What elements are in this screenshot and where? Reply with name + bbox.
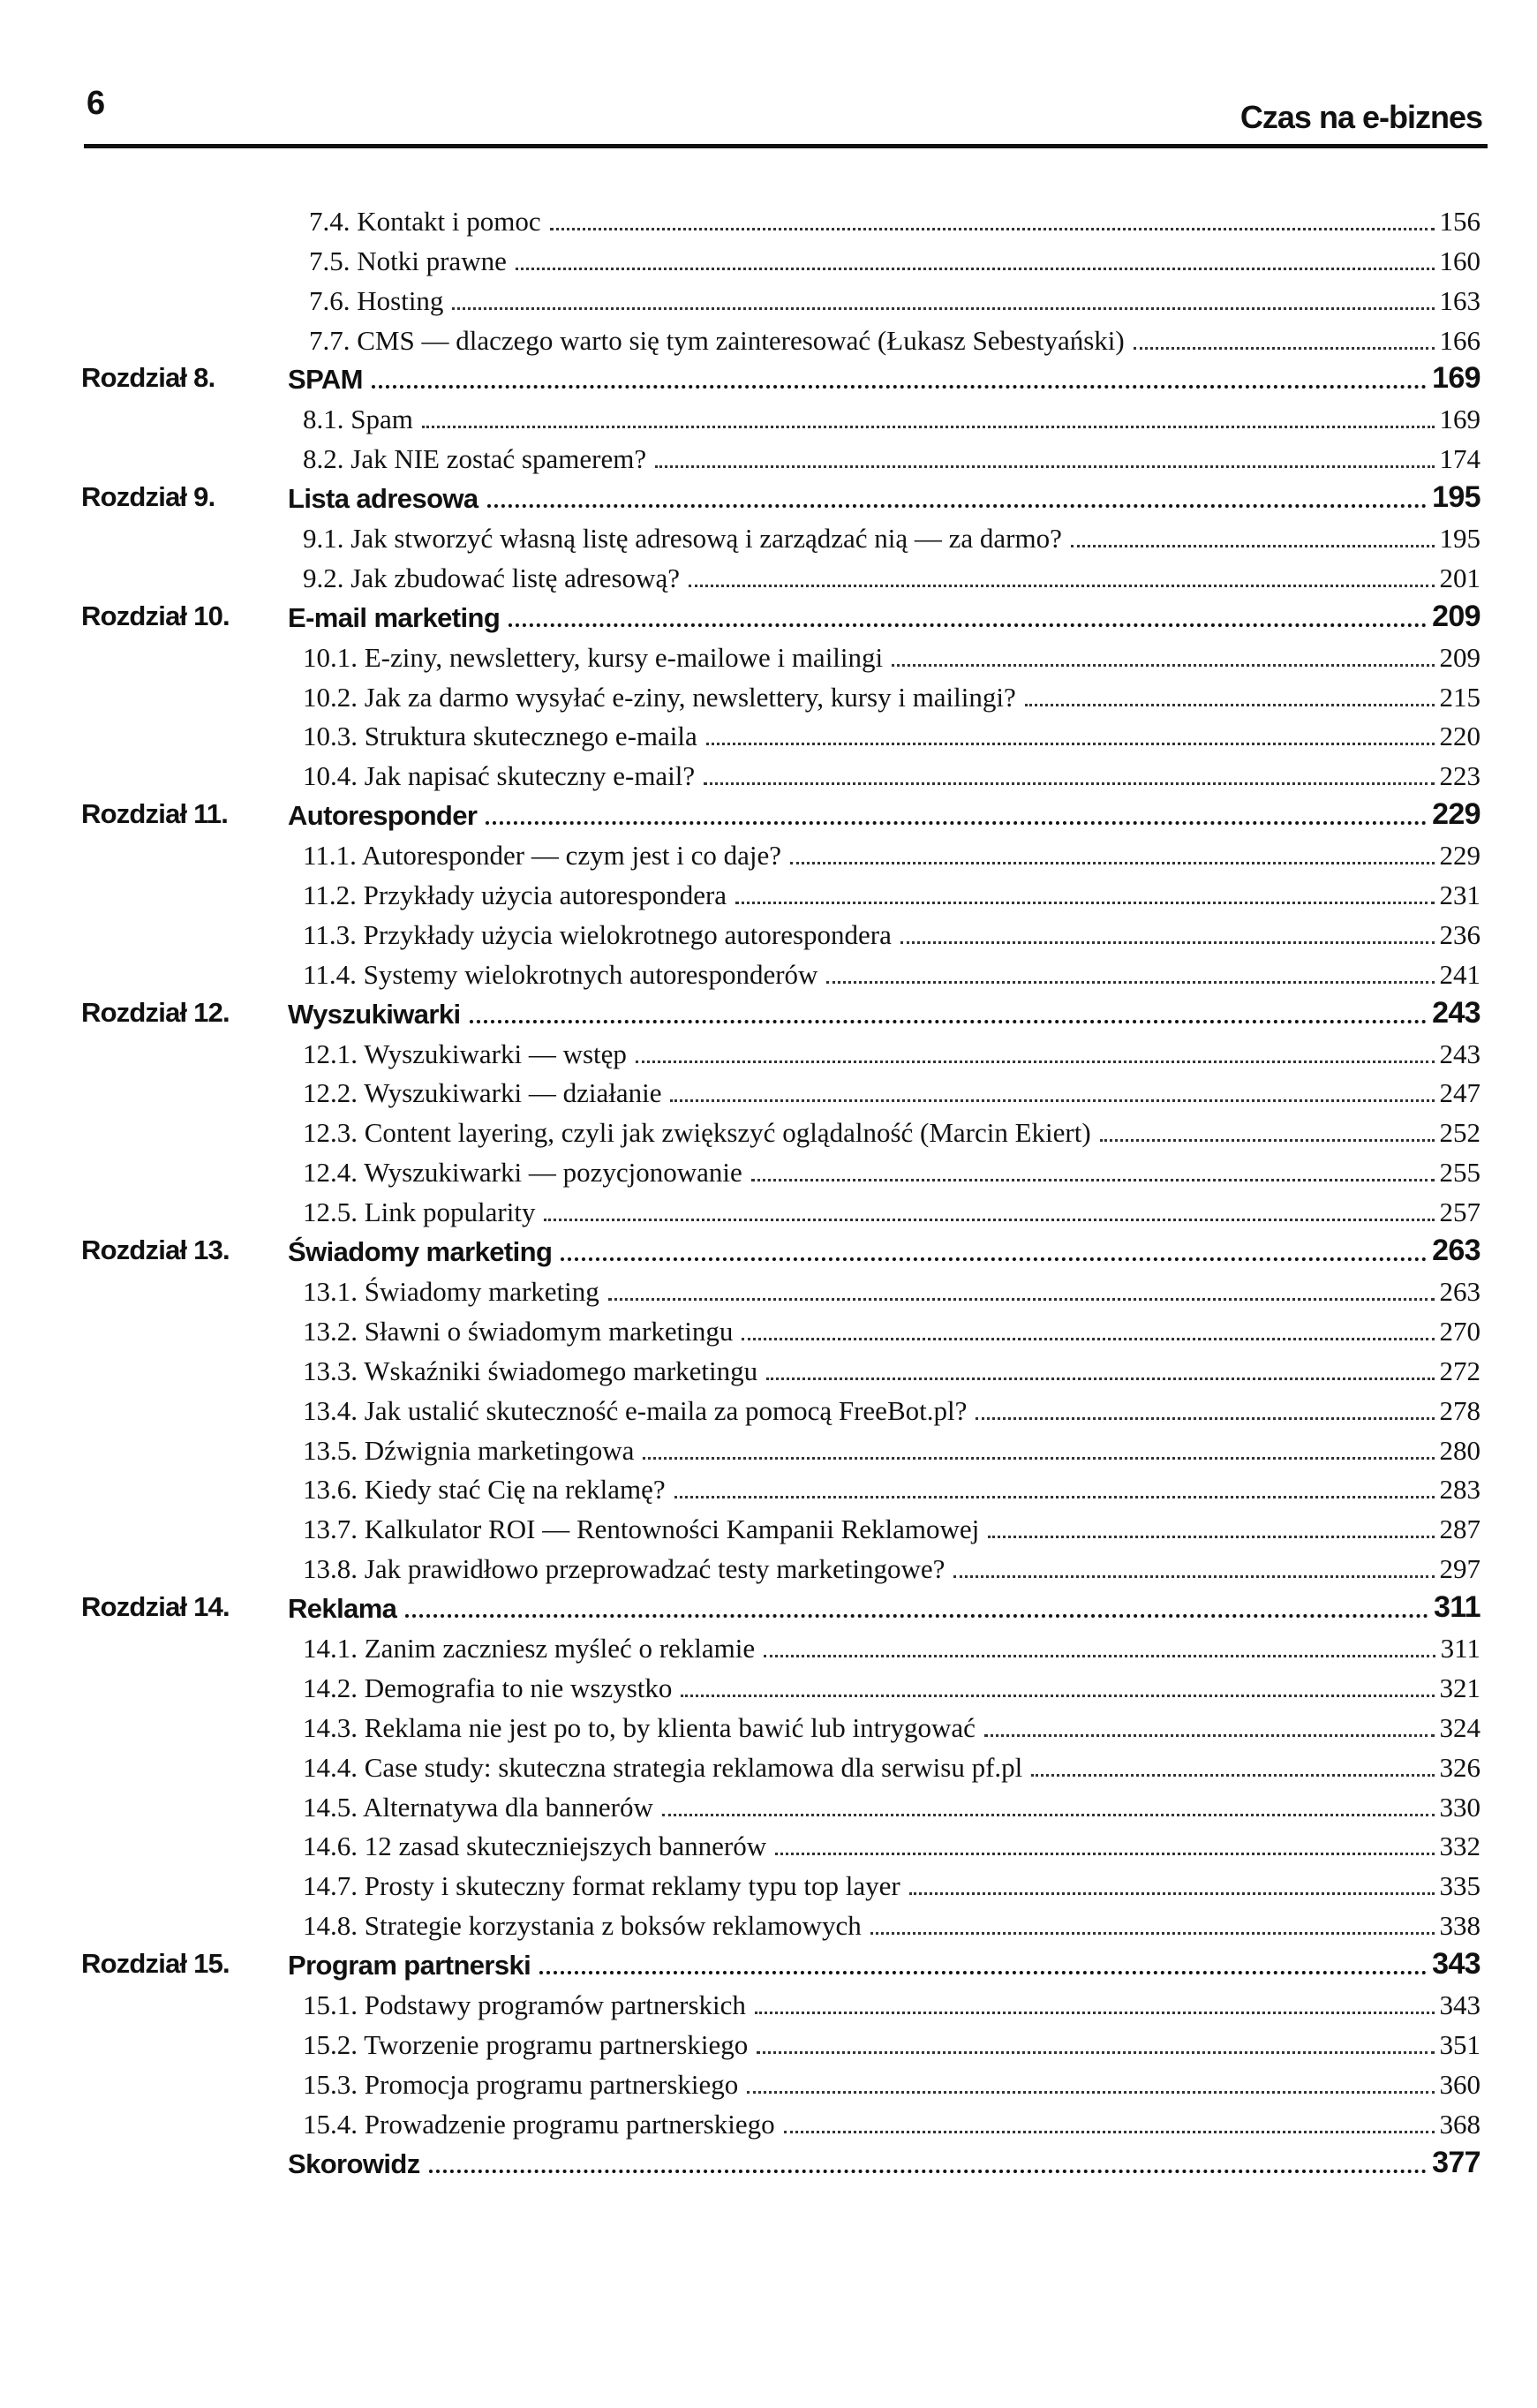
chapter-label: Rozdział 9. xyxy=(81,481,215,513)
leader-dots xyxy=(674,1496,1435,1498)
entry-title: 15.3. Promocja programu partnerskiego xyxy=(303,2068,739,2100)
toc-chapter-row xyxy=(0,994,1537,1034)
toc-section-row xyxy=(0,1152,1537,1192)
entry-title: Świadomy marketing xyxy=(288,1236,553,1268)
entry-title: 13.7. Kalkulator ROI — Rentowności Kampanii Reklamowej xyxy=(303,1513,980,1545)
toc-entry xyxy=(309,285,1480,317)
toc-entry xyxy=(303,1870,1480,1902)
entry-title: Wyszukiwarki xyxy=(288,998,461,1030)
toc-entry xyxy=(303,959,1480,991)
entry-title: E-mail marketing xyxy=(288,601,501,633)
entry-page-number: 270 xyxy=(1439,1315,1480,1347)
toc-section-row xyxy=(0,399,1537,439)
leader-dots xyxy=(784,2131,1435,2133)
entry-title: Autoresponder xyxy=(288,800,478,832)
toc-entry xyxy=(303,523,1480,555)
header-rule xyxy=(84,144,1488,148)
leader-dots xyxy=(681,1695,1434,1697)
toc-section-row xyxy=(0,1351,1537,1391)
entry-page-number: 360 xyxy=(1439,2068,1480,2100)
running-header-title: Czas na e-biznes xyxy=(1239,99,1482,135)
toc-section-row xyxy=(0,1708,1537,1747)
toc-section-row xyxy=(0,518,1537,558)
leader-dots xyxy=(870,1932,1435,1935)
entry-page-number: 335 xyxy=(1439,1870,1480,1902)
toc-entry xyxy=(303,721,1480,752)
leader-dots xyxy=(550,228,1435,230)
entry-title: 13.4. Jak ustalić skuteczność e-maila za pomocą FreeBot.pl? xyxy=(303,1394,968,1426)
toc-section-row xyxy=(0,1827,1537,1867)
entry-title: 7.7. CMS — dlaczego warto się tym zainteresować (Łukasz Sebestyański) xyxy=(309,324,1125,356)
entry-page-number: 272 xyxy=(1439,1355,1480,1386)
toc-chapter-row xyxy=(0,598,1537,638)
entry-title: 12.3. Content layering, czyli jak zwiększyć oglądalność (Marcin Ekiert) xyxy=(303,1117,1091,1149)
toc-entry xyxy=(288,996,1480,1030)
toc-entry xyxy=(309,245,1480,277)
entry-page-number: 229 xyxy=(1439,840,1480,872)
entry-title: Skorowidz xyxy=(288,2148,420,2179)
toc-section-row xyxy=(0,1866,1537,1906)
page-number: 6 xyxy=(87,85,106,122)
toc-section-row xyxy=(0,558,1537,598)
leader-dots xyxy=(826,981,1434,984)
leader-dots xyxy=(988,1536,1434,1538)
toc-section-row xyxy=(0,201,1537,241)
leader-dots xyxy=(452,307,1434,310)
leader-dots xyxy=(405,1614,1428,1618)
entry-title: 14.5. Alternatywa dla bannerów xyxy=(303,1791,653,1823)
toc-section-row xyxy=(0,1985,1537,2025)
entry-title: 12.2. Wyszukiwarki — działanie xyxy=(303,1077,662,1109)
toc-entry xyxy=(309,325,1480,357)
leader-dots xyxy=(662,1814,1435,1816)
entry-page-number: 332 xyxy=(1439,1831,1480,1862)
toc-chapter-row xyxy=(0,360,1537,400)
entry-title: 14.8. Strategie korzystania z boksów reklamowych xyxy=(303,1910,862,1942)
toc-section-row xyxy=(0,2065,1537,2104)
entry-page-number: 209 xyxy=(1439,641,1480,673)
entry-page-number: 324 xyxy=(1439,1711,1480,1743)
toc-entry xyxy=(288,1590,1480,1625)
toc-entry xyxy=(303,642,1480,674)
leader-dots xyxy=(900,941,1435,944)
toc-entry xyxy=(303,840,1480,872)
leader-dots xyxy=(984,1734,1435,1737)
toc-section-row xyxy=(0,1549,1537,1589)
leader-dots xyxy=(422,426,1435,428)
leader-dots xyxy=(706,743,1435,745)
entry-title: 9.1. Jak stworzyć własną listę adresową i zarządzać nią — za darmo? xyxy=(303,523,1062,555)
toc-section-row xyxy=(0,1906,1537,1945)
entry-page-number: 287 xyxy=(1439,1513,1480,1545)
entry-page-number: 169 xyxy=(1432,361,1480,396)
leader-dots xyxy=(953,1575,1434,1578)
leader-dots xyxy=(539,1971,1427,1974)
table-of-contents xyxy=(0,201,1537,2184)
leader-dots xyxy=(1134,347,1435,350)
toc-entry xyxy=(288,2146,1480,2180)
entry-page-number: 243 xyxy=(1439,1038,1480,1069)
chapter-label: Rozdział 12. xyxy=(81,996,230,1028)
toc-section-row xyxy=(0,1074,1537,1113)
entry-page-number: 338 xyxy=(1439,1910,1480,1942)
entry-title: 14.3. Reklama nie jest po to, by klienta bawić lub intrygować xyxy=(303,1711,976,1743)
toc-entry xyxy=(288,797,1480,832)
entry-page-number: 283 xyxy=(1439,1474,1480,1506)
entry-title: 8.2. Jak NIE zostać spamerem? xyxy=(303,443,647,475)
entry-title: 7.5. Notki prawne xyxy=(309,245,507,276)
entry-title: 14.6. 12 zasad skuteczniejszych bannerów xyxy=(303,1831,767,1862)
entry-title: 10.4. Jak napisać skuteczny e-mail? xyxy=(303,760,696,792)
toc-entry xyxy=(303,1474,1480,1506)
toc-entry xyxy=(288,1234,1480,1268)
chapter-label: Rozdział 11. xyxy=(81,798,229,830)
entry-title: Lista adresowa xyxy=(288,483,478,515)
leader-dots xyxy=(670,1099,1434,1102)
toc-entry xyxy=(303,1792,1480,1823)
entry-page-number: 241 xyxy=(1439,958,1480,990)
entry-title: Program partnerski xyxy=(288,1950,531,1982)
toc-entry xyxy=(309,206,1480,238)
toc-section-row xyxy=(0,1628,1537,1668)
leader-dots xyxy=(544,1219,1434,1221)
entry-title: 10.1. E-ziny, newslettery, kursy e-mailowe i mailingi xyxy=(303,641,884,673)
entry-title: 12.1. Wyszukiwarki — wstęp xyxy=(303,1038,627,1069)
entry-page-number: 311 xyxy=(1433,1590,1480,1625)
entry-title: 13.2. Sławni o świadomym marketingu xyxy=(303,1315,734,1347)
leader-dots xyxy=(372,385,1427,389)
toc-chapter-row xyxy=(0,1232,1537,1272)
toc-entry xyxy=(303,443,1480,475)
entry-page-number: 195 xyxy=(1432,480,1480,515)
entry-title: 15.4. Prowadzenie programu partnerskiego xyxy=(303,2108,775,2140)
toc-entry xyxy=(303,1395,1480,1427)
entry-page-number: 330 xyxy=(1439,1791,1480,1823)
entry-page-number: 163 xyxy=(1439,284,1480,316)
chapter-label: Rozdział 13. xyxy=(81,1234,230,1266)
toc-entry xyxy=(303,404,1480,435)
toc-entry xyxy=(303,1157,1480,1189)
toc-entry xyxy=(303,562,1480,594)
entry-title: 13.8. Jak prawidłowo przeprowadzać testy marketingowe? xyxy=(303,1553,946,1585)
leader-dots xyxy=(487,504,1427,508)
toc-entry xyxy=(303,1752,1480,1784)
leader-dots xyxy=(689,585,1435,587)
toc-entry xyxy=(303,1316,1480,1347)
leader-dots xyxy=(429,2170,1427,2173)
toc-entry xyxy=(303,919,1480,951)
leader-dots xyxy=(742,1338,1434,1340)
leader-dots xyxy=(470,1020,1428,1023)
leader-dots xyxy=(764,1655,1435,1657)
leader-dots xyxy=(755,2012,1435,2014)
toc-entry xyxy=(303,1633,1480,1664)
entry-page-number: 247 xyxy=(1439,1077,1480,1109)
leader-dots xyxy=(751,1179,1435,1181)
entry-title: 14.2. Demografia to nie wszystko xyxy=(303,1672,673,1703)
toc-section-row xyxy=(0,1470,1537,1510)
toc-section-row xyxy=(0,241,1537,281)
entry-title: 14.7. Prosty i skuteczny format reklamy typu top layer xyxy=(303,1870,900,1902)
leader-dots xyxy=(909,1892,1435,1895)
entry-page-number: 209 xyxy=(1432,599,1480,633)
entry-page-number: 257 xyxy=(1439,1196,1480,1228)
toc-entry xyxy=(303,1077,1480,1109)
toc-entry xyxy=(303,879,1480,911)
leader-dots xyxy=(747,2091,1434,2094)
toc-section-row xyxy=(0,638,1537,677)
entry-page-number: 229 xyxy=(1432,797,1480,832)
toc-entry xyxy=(303,760,1480,792)
toc-section-row xyxy=(0,2025,1537,2065)
toc-entry xyxy=(303,2069,1480,2101)
toc-section-row xyxy=(0,875,1537,915)
toc-entry xyxy=(288,361,1480,396)
leader-dots xyxy=(775,1853,1434,1855)
entry-title: 7.4. Kontakt i pomoc xyxy=(309,205,541,237)
entry-page-number: 166 xyxy=(1439,324,1480,356)
toc-section-row xyxy=(0,439,1537,479)
toc-section-row xyxy=(0,1113,1537,1152)
leader-dots xyxy=(976,1417,1434,1420)
toc-entry xyxy=(303,1196,1480,1228)
toc-entry xyxy=(303,1910,1480,1942)
leader-dots xyxy=(516,268,1435,270)
entry-page-number: 311 xyxy=(1440,1632,1480,1664)
entry-page-number: 263 xyxy=(1439,1275,1480,1307)
toc-entry xyxy=(303,1435,1480,1467)
entry-title: SPAM xyxy=(288,364,363,396)
entry-title: 13.5. Dźwignia marketingowa xyxy=(303,1434,635,1466)
entry-page-number: 195 xyxy=(1439,523,1480,555)
chapter-label: Rozdział 14. xyxy=(81,1591,230,1623)
entry-page-number: 351 xyxy=(1439,2028,1480,2060)
toc-entry xyxy=(303,1276,1480,1308)
toc-entry xyxy=(303,2109,1480,2140)
entry-title: 10.2. Jak za darmo wysyłać e-ziny, newslettery, kursy i mailingi? xyxy=(303,681,1016,713)
entry-page-number: 343 xyxy=(1439,1989,1480,2020)
leader-dots xyxy=(486,821,1427,825)
leader-dots xyxy=(655,465,1434,468)
entry-title: 11.3. Przykłady użycia wielokrotnego autorespondera xyxy=(303,918,892,950)
entry-page-number: 236 xyxy=(1439,918,1480,950)
toc-section-row xyxy=(0,1509,1537,1549)
toc-entry xyxy=(303,1712,1480,1744)
entry-title: 12.4. Wyszukiwarki — pozycjonowanie xyxy=(303,1157,742,1189)
toc-section-row xyxy=(0,1668,1537,1708)
entry-title: 11.2. Przykłady użycia autorespondera xyxy=(303,879,727,911)
entry-page-number: 377 xyxy=(1432,2145,1480,2179)
entry-page-number: 368 xyxy=(1439,2108,1480,2140)
toc-chapter-row xyxy=(0,1589,1537,1628)
entry-page-number: 280 xyxy=(1439,1434,1480,1466)
toc-entry xyxy=(288,600,1480,634)
entry-page-number: 220 xyxy=(1439,721,1480,752)
entry-title: 9.2. Jak zbudować listę adresową? xyxy=(303,562,680,593)
leader-dots xyxy=(608,1298,1435,1301)
leader-dots xyxy=(561,1257,1427,1261)
toc-entry xyxy=(303,1989,1480,2021)
toc-entry xyxy=(303,682,1480,713)
entry-page-number: 343 xyxy=(1432,1947,1480,1982)
leader-dots xyxy=(735,902,1434,904)
entry-title: 13.3. Wskaźniki świadomego marketingu xyxy=(303,1355,758,1386)
entry-page-number: 321 xyxy=(1439,1672,1480,1703)
entry-title: 10.3. Struktura skutecznego e-maila xyxy=(303,721,697,752)
entry-page-number: 169 xyxy=(1439,404,1480,435)
toc-entry xyxy=(288,480,1480,515)
entry-title: 15.1. Podstawy programów partnerskich xyxy=(303,1989,746,2020)
entry-title: Reklama xyxy=(288,1593,397,1625)
entry-page-number: 278 xyxy=(1439,1394,1480,1426)
entry-title: 13.1. Świadomy marketing xyxy=(303,1275,599,1307)
entry-title: 13.6. Kiedy stać Cię na reklamę? xyxy=(303,1474,666,1506)
toc-section-row xyxy=(0,677,1537,717)
entry-title: 8.1. Spam xyxy=(303,404,413,435)
entry-title: 14.4. Case study: skuteczna strategia reklamowa dla serwisu pf.pl xyxy=(303,1751,1023,1783)
entry-page-number: 243 xyxy=(1432,995,1480,1030)
toc-chapter-row xyxy=(0,479,1537,518)
toc-section-row xyxy=(0,1787,1537,1827)
entry-title: 15.2. Tworzenie programu partnerskiego xyxy=(303,2028,749,2060)
leader-dots xyxy=(636,1061,1435,1063)
entry-title: 7.6. Hosting xyxy=(309,284,444,316)
toc-chapter-row xyxy=(0,796,1537,835)
toc-entry xyxy=(303,1513,1480,1545)
toc-chapter-row xyxy=(0,2144,1537,2184)
toc-section-row xyxy=(0,281,1537,321)
toc-section-row xyxy=(0,717,1537,757)
toc-section-row xyxy=(0,1192,1537,1232)
toc-chapter-row xyxy=(0,1945,1537,1985)
entry-page-number: 252 xyxy=(1439,1117,1480,1149)
leader-dots xyxy=(892,664,1434,667)
entry-page-number: 215 xyxy=(1439,681,1480,713)
toc-section-row xyxy=(0,1034,1537,1074)
entry-page-number: 326 xyxy=(1439,1751,1480,1783)
toc-entry xyxy=(303,1355,1480,1387)
toc-section-row xyxy=(0,1391,1537,1430)
entry-page-number: 201 xyxy=(1439,562,1480,593)
toc-section-row xyxy=(0,1272,1537,1311)
leader-dots xyxy=(790,862,1434,864)
leader-dots xyxy=(1025,704,1435,706)
toc-entry xyxy=(303,1117,1480,1149)
toc-section-row xyxy=(0,1747,1537,1787)
entry-page-number: 160 xyxy=(1439,245,1480,276)
entry-title: 14.1. Zanim zaczniesz myśleć o reklamie xyxy=(303,1632,756,1664)
entry-title: 11.4. Systemy wielokrotnych autoresponderów xyxy=(303,958,818,990)
toc-section-row xyxy=(0,835,1537,875)
leader-dots xyxy=(643,1457,1434,1460)
toc-entry xyxy=(303,1831,1480,1862)
toc-entry xyxy=(303,1672,1480,1704)
leader-dots xyxy=(1071,545,1435,547)
leader-dots xyxy=(1100,1139,1435,1142)
toc-section-row xyxy=(0,955,1537,994)
leader-dots xyxy=(766,1378,1434,1380)
chapter-label: Rozdział 8. xyxy=(81,362,215,394)
entry-page-number: 174 xyxy=(1439,443,1480,475)
toc-entry xyxy=(303,1038,1480,1070)
toc-section-row xyxy=(0,2104,1537,2144)
chapter-label: Rozdział 10. xyxy=(81,600,230,631)
toc-section-row xyxy=(0,1430,1537,1470)
toc-section-row xyxy=(0,756,1537,796)
entry-page-number: 263 xyxy=(1432,1234,1480,1268)
leader-dots xyxy=(509,623,1427,627)
toc-section-row xyxy=(0,915,1537,955)
entry-page-number: 231 xyxy=(1439,879,1480,911)
toc-section-row xyxy=(0,1311,1537,1351)
toc-entry xyxy=(303,2029,1480,2061)
toc-entry xyxy=(303,1553,1480,1585)
entry-page-number: 297 xyxy=(1439,1553,1480,1585)
toc-section-row xyxy=(0,321,1537,360)
entry-title: 12.5. Link popularity xyxy=(303,1196,536,1228)
entry-page-number: 255 xyxy=(1439,1157,1480,1189)
entry-title: 11.1. Autoresponder — czym jest i co daje? xyxy=(303,840,782,872)
leader-dots xyxy=(704,782,1434,785)
leader-dots xyxy=(1031,1774,1434,1777)
entry-page-number: 223 xyxy=(1439,760,1480,792)
entry-page-number: 156 xyxy=(1439,205,1480,237)
leader-dots xyxy=(757,2051,1434,2054)
chapter-label: Rozdział 15. xyxy=(81,1948,230,1980)
toc-entry xyxy=(288,1947,1480,1982)
